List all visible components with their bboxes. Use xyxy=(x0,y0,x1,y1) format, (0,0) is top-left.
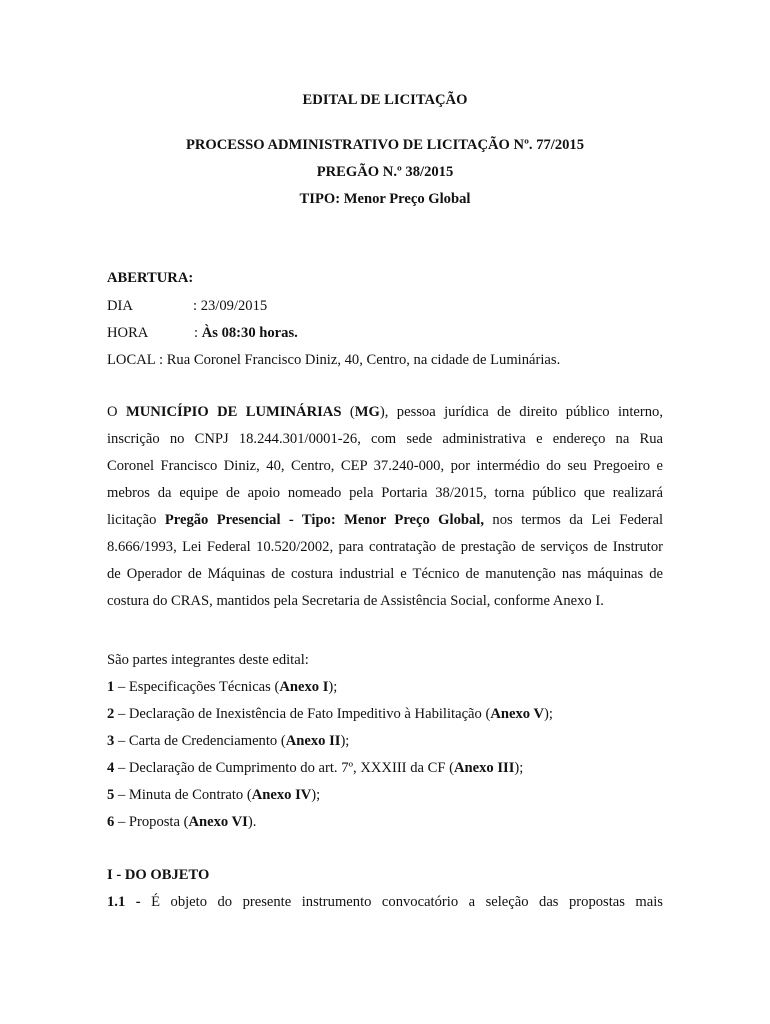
annex-list-item: 3 – Carta de Credenciamento (Anexo II); xyxy=(107,733,350,749)
opening-heading: ABERTURA: xyxy=(107,270,194,286)
document-title: EDITAL DE LICITAÇÃO xyxy=(302,92,468,108)
opening-time-row xyxy=(107,325,298,342)
opening-day-value: : 23/09/2015 xyxy=(193,298,268,314)
pregao-number: PREGÃO N.º 38/2015 xyxy=(316,164,454,180)
section-heading: I - DO OBJETO xyxy=(107,867,210,883)
annex-list-item: 4 – Declaração de Cumprimento do art. 7º, XXXIII da CF (Anexo III); xyxy=(107,760,524,776)
opening-place-label: LOCAL xyxy=(107,352,156,368)
preamble-line-2: inscrição no CNPJ 18.244.301/0001-26, com sede administrativa e endereço na Rua xyxy=(107,431,663,447)
opening-time-label: HORA xyxy=(107,325,149,341)
opening-place-row xyxy=(107,352,560,369)
preamble-line-3: Coronel Francisco Diniz, 40, Centro, CEP 37.240-000, por intermédio do seu Pregoeiro e xyxy=(107,458,663,474)
annex-list-item: 6 – Proposta (Anexo VI). xyxy=(107,814,257,830)
annex-list-item: 5 – Minuta de Contrato (Anexo IV); xyxy=(107,787,321,803)
preamble-line-5: licitação Pregão Presencial - Tipo: Menor Preço Global, nos termos da Lei Federal xyxy=(107,512,664,528)
opening-place-value: : Rua Coronel Francisco Diniz, 40, Centro, na cidade de Luminárias. xyxy=(159,352,561,368)
annex-list-item: 2 – Declaração de Inexistência de Fato Impeditivo à Habilitação (Anexo V); xyxy=(107,706,553,722)
section-item-1-1: 1.1 - É objeto do presente instrumento convocatório a seleção das propostas mais xyxy=(107,894,663,910)
tender-type: TIPO: Menor Preço Global xyxy=(299,191,471,207)
opening-time-prefix: : xyxy=(194,325,202,341)
opening-day-row xyxy=(107,298,267,315)
preamble-line-8: costura do CRAS, mantidos pela Secretaria de Assistência Social, conforme Anexo I. xyxy=(107,593,604,609)
process-number: PROCESSO ADMINISTRATIVO DE LICITAÇÃO Nº. 77/2015 xyxy=(185,137,585,153)
preamble-line-1: O MUNICÍPIO DE LUMINÁRIAS (MG), pessoa jurídica de direito público interno, xyxy=(107,404,663,420)
annex-list-item: 1 – Especificações Técnicas (Anexo I); xyxy=(107,679,338,695)
opening-time-value: Às 08:30 horas. xyxy=(201,325,298,341)
preamble-line-6: 8.666/1993, Lei Federal 10.520/2002, para contratação de prestação de serviços de Instrutor xyxy=(107,539,663,555)
preamble-line-4: mebros da equipe de apoio nomeado pela Portaria 38/2015, torna público que realizará xyxy=(107,485,663,501)
opening-day-label: DIA xyxy=(107,298,133,314)
annex-list-intro: São partes integrantes deste edital: xyxy=(107,652,309,668)
preamble-line-7: de Operador de Máquinas de costura industrial e Técnico de manutenção nas máquinas de xyxy=(107,566,663,582)
